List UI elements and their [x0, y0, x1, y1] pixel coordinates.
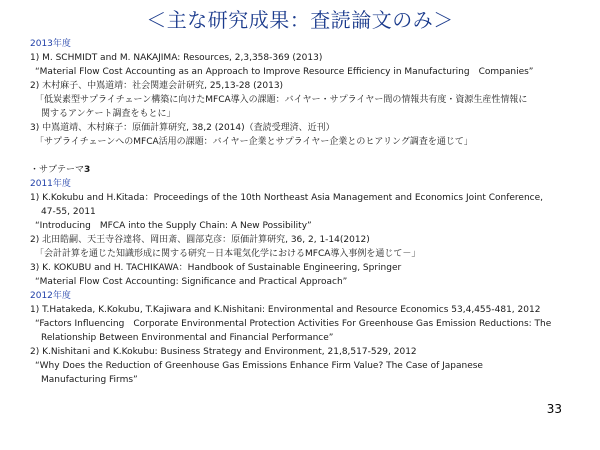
paper-title-line: 関するアンケート調査をもとに」 [41, 109, 176, 119]
reference-line: 2) 北田皓嗣、天王寺谷達将、岡田斎、圓部克彦：原価計算研究, 36, 2, 1-14(2012) [30, 235, 370, 245]
slide-title: ＜主な研究成果：査読論文のみ＞ [146, 8, 454, 32]
reference-line: 1) T.Hatakeda, K.Kokubu, T.Kajiwara and K.Nishitani: Environmental and Resource Economics 53,4,455-481, 2012 [30, 305, 541, 315]
paper-title-line: Manufacturing Firms” [41, 375, 138, 385]
paper-title-line: 「サプライチェーンへのMFCA活用の課題：バイヤー企業とサプライヤー企業とのヒアリング調査を通じて」 [35, 137, 473, 147]
subtheme-number: 3 [84, 165, 91, 175]
reference-line: 1) M. SCHMIDT and M. NAKAJIMA: Resources, 2,3,358-369 (2013) [30, 53, 323, 63]
reference-line: 1) K.Kokubu and H.Kitada：Proceedings of the 10th Northeast Asia Management and Economics Joint Conference, [30, 193, 543, 203]
reference-line: 2) 木村麻子、中嶌道靖：社会関連会計研究, 25,13-28 (2013) [30, 81, 284, 91]
page-number: 33 [546, 402, 562, 416]
year-heading-2012: 2012年度 [30, 291, 71, 301]
year-heading-2011: 2011年度 [30, 179, 71, 189]
paper-title-line: “Material Flow Cost Accounting: Significance and Practical Approach” [35, 277, 348, 287]
subtheme-label: サブテーマ [39, 165, 85, 175]
paper-title-line: “Introducing MFCA into the Supply Chain: A New Possibility” [35, 221, 312, 231]
paper-title-line: “Why Does the Reduction of Greenhouse Gas Emissions Enhance Firm Value? The Case of Japanese [35, 361, 483, 371]
paper-title-line: “Material Flow Cost Accounting as an Approach to Improve Resource Efficiency in Manufacturing Companies” [35, 67, 534, 77]
paper-title-line: Relationship Between Environmental and Financial Performance” [41, 333, 334, 343]
subtheme-heading [30, 163, 590, 177]
year-heading-2013: 2013年度 [30, 39, 71, 49]
subtheme-bullet: ・ [30, 165, 40, 175]
reference-line: 47-55, 2011 [41, 207, 96, 217]
reference-line: 3) K. KOKUBU and H. TACHIKAWA：Handbook of Sustainable Engineering, Springer [30, 263, 402, 273]
paper-title-line: 「低炭素型サプライチェーン構築に向けたMFCA導入の課題：バイヤー・サプライヤー間の情報共有度・資源生産性情報に [35, 95, 528, 105]
paper-title-line: 「会計計算を通じた知識形成に関する研究－日本電気化学におけるMFCA導入事例を通じて－」 [35, 249, 421, 259]
paper-title-line: “Factors Influencing Corporate Environmental Protection Activities For Greenhouse Gas Emission Reductions: The [35, 319, 552, 329]
reference-line: 3) 中嶌道靖、木村麻子：原価計算研究, 38,2 (2014)（査読受理済、近刊） [30, 123, 335, 133]
publication-list [30, 37, 590, 387]
reference-line: 2) K.Nishitani and K.Kokubu: Business Strategy and Environment, 21,8,517-529, 2012 [30, 347, 417, 357]
